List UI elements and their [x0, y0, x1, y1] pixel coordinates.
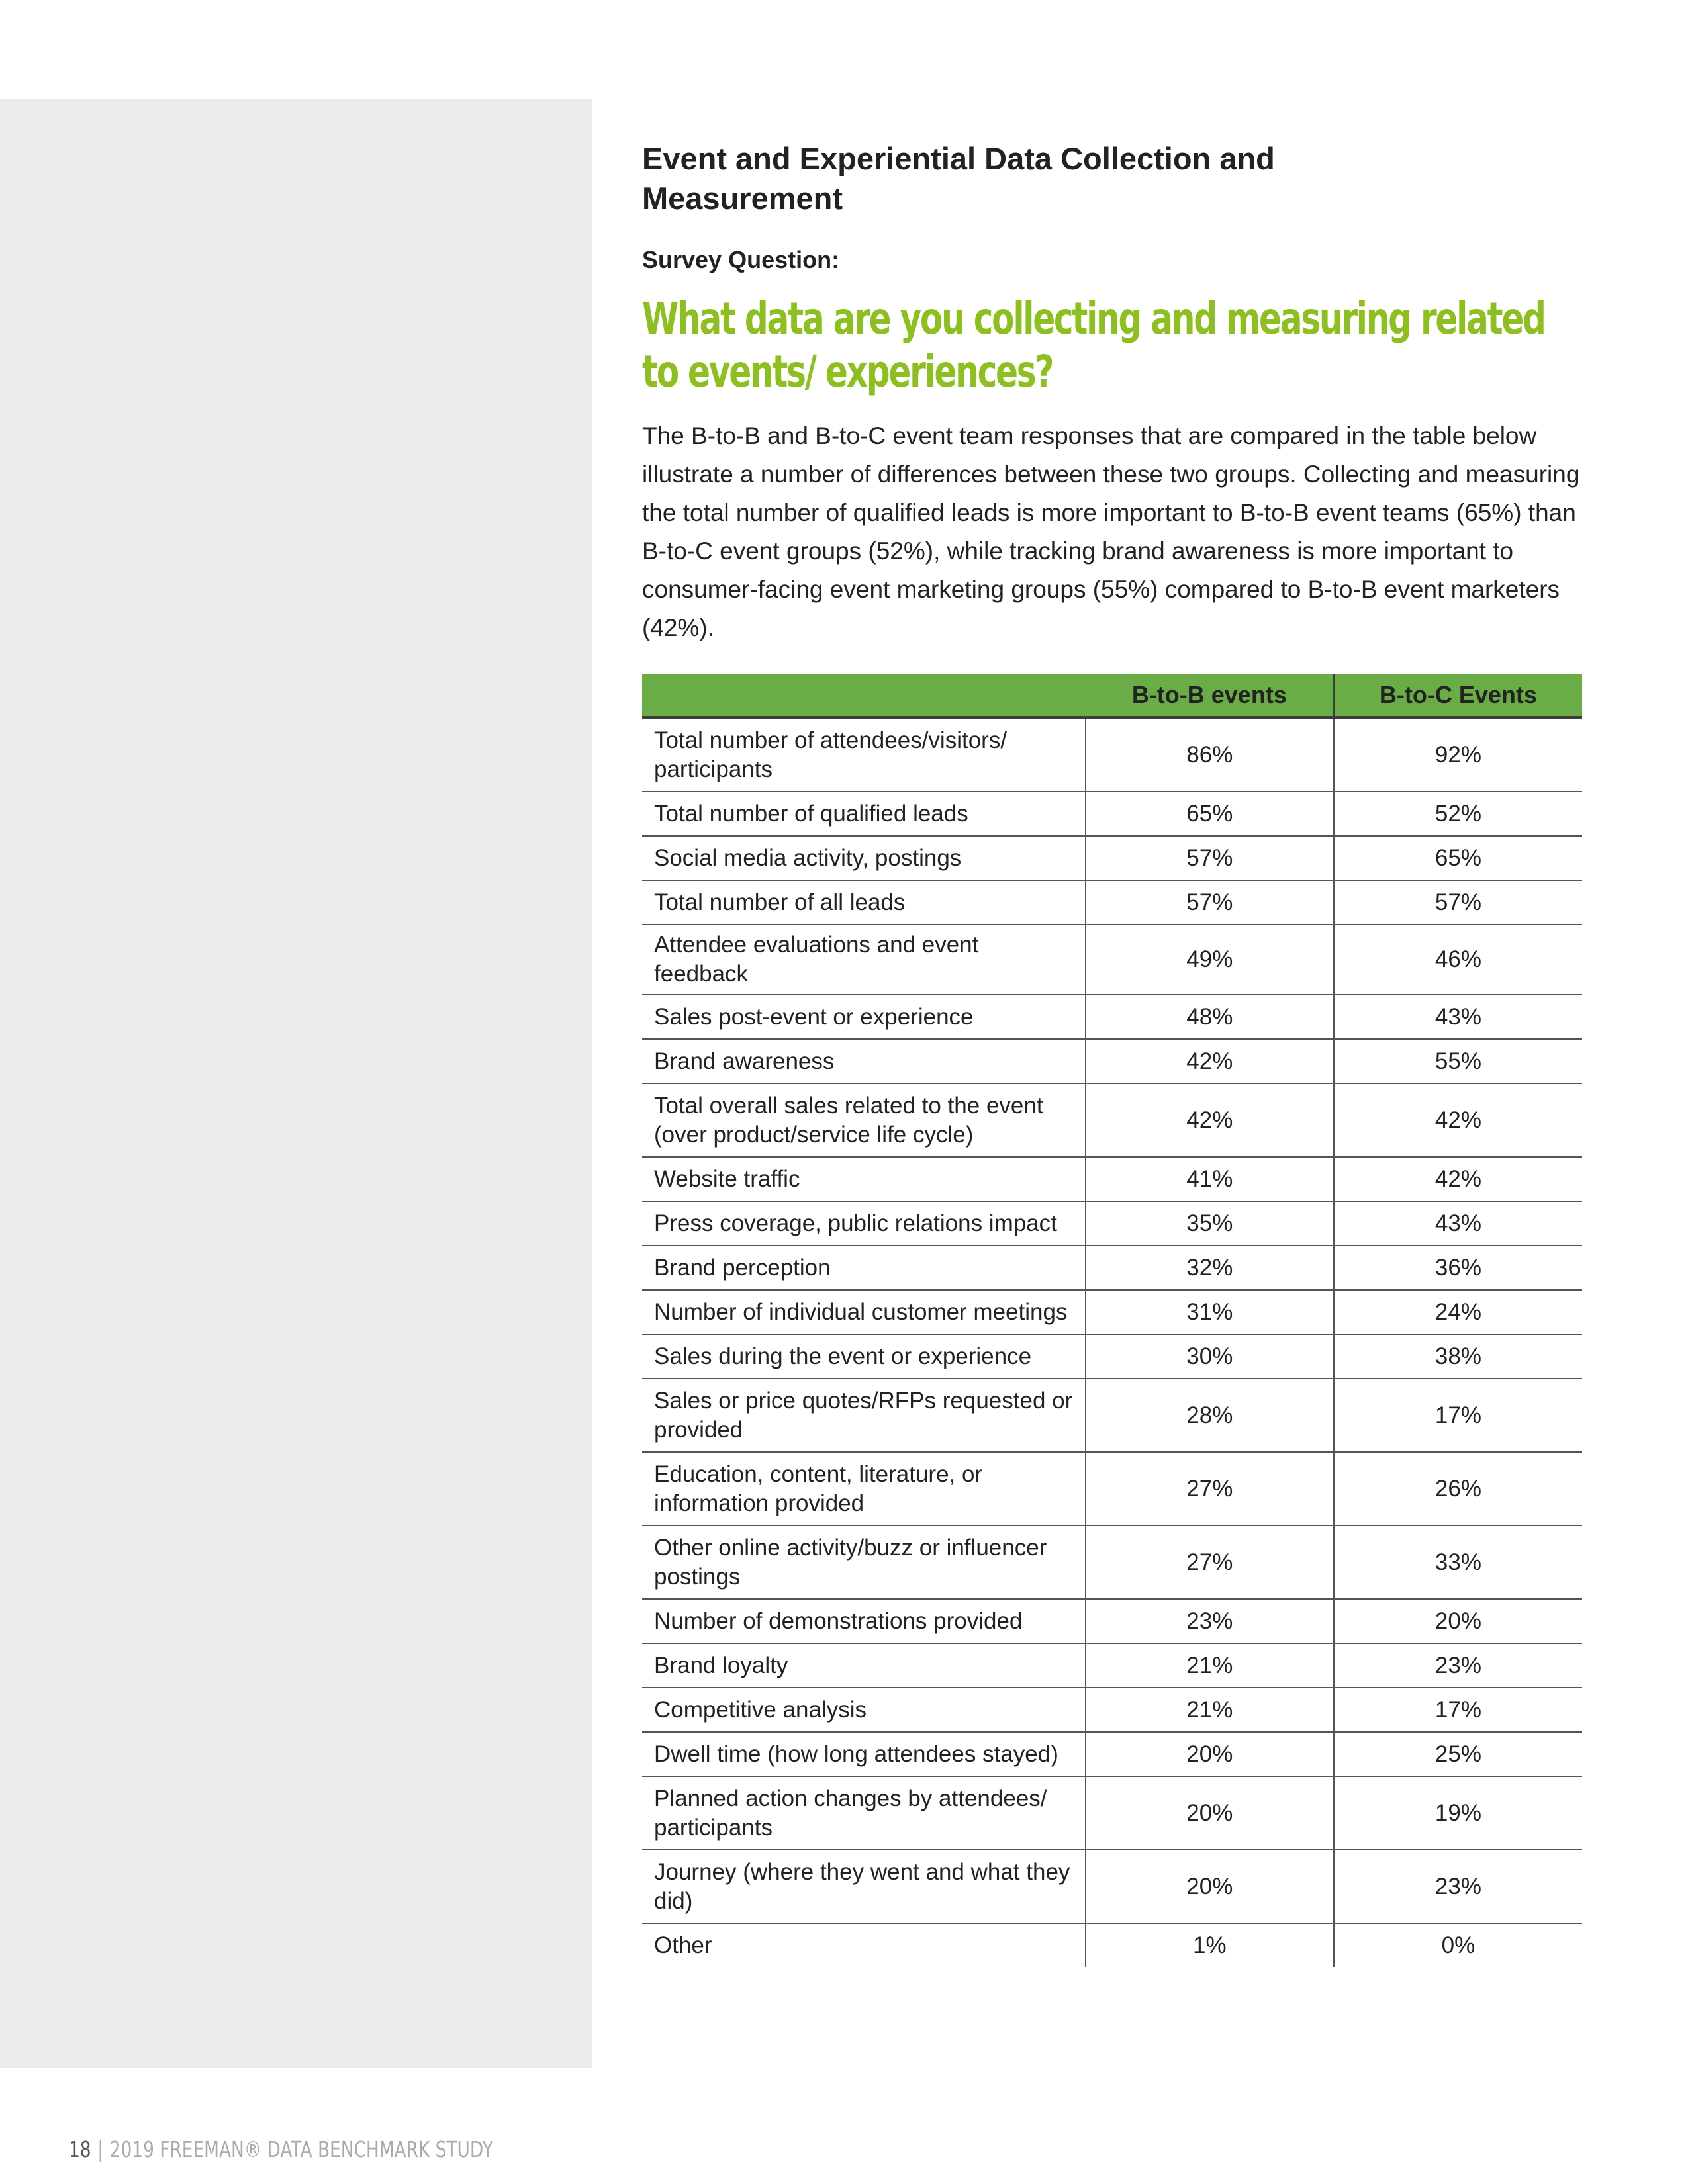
table-row	[642, 1525, 1582, 1599]
b2b-value: 49%	[1086, 925, 1334, 995]
b2b-value: 20%	[1086, 1850, 1334, 1923]
row-label: Other	[654, 1932, 712, 1958]
table-row	[642, 1732, 1582, 1776]
b2c-value: 20%	[1334, 1599, 1582, 1643]
row-label: Number of individual customer meetings	[642, 1290, 1086, 1334]
b2c-value: 17%	[1334, 1688, 1582, 1732]
row-label: Website traffic	[642, 1157, 1086, 1201]
b2c-value: 33%	[1334, 1525, 1582, 1599]
b2b-value: 20%	[1086, 1776, 1334, 1850]
row-label: Sales during the event or experience	[642, 1334, 1086, 1379]
row-label: Planned action changes by attendees/ participants	[642, 1776, 1086, 1850]
table-row	[642, 1201, 1582, 1246]
table-row	[642, 1379, 1582, 1452]
table-row	[642, 1334, 1582, 1379]
main-content	[642, 139, 1582, 1967]
comparison-table	[642, 674, 1582, 1967]
b2b-value: 28%	[1086, 1379, 1334, 1452]
row-label: Sales post-event or experience	[642, 995, 1086, 1039]
row-label: Press coverage, public relations impact	[642, 1201, 1086, 1246]
row-label: Total overall sales related to the event (over product/service life cycle)	[642, 1083, 1086, 1157]
section-title: Event and Experiential Data Collection and Measurement	[642, 141, 1275, 216]
table-row	[642, 1290, 1582, 1334]
b2b-value: 86%	[1086, 717, 1334, 792]
b2c-value: 26%	[1334, 1452, 1582, 1525]
b2b-value: 1%	[1086, 1923, 1334, 1967]
table-row	[642, 1452, 1582, 1525]
footer-text: 2019 FREEMAN® DATA BENCHMARK STUDY	[109, 2136, 493, 2162]
b2b-value: 20%	[1086, 1732, 1334, 1776]
b2b-value: 65%	[1086, 792, 1334, 836]
row-label: Brand loyalty	[642, 1643, 1086, 1688]
b2c-value: 42%	[1334, 1157, 1582, 1201]
b2c-value: 17%	[1334, 1379, 1582, 1452]
table-row	[642, 1246, 1582, 1290]
b2b-value: 48%	[1086, 995, 1334, 1039]
b2c-value: 42%	[1334, 1083, 1582, 1157]
row-label: Attendee evaluations and event feedback	[642, 925, 1086, 995]
b2c-value: 24%	[1334, 1290, 1582, 1334]
b2b-value: 42%	[1086, 1083, 1334, 1157]
row-label: Brand perception	[642, 1246, 1086, 1290]
row-label: Sales or price quotes/RFPs requested or provided	[642, 1379, 1086, 1452]
row-label: Other online activity/buzz or influencer postings	[642, 1525, 1086, 1599]
row-label: Education, content, literature, or information provided	[642, 1452, 1086, 1525]
b2b-value: 21%	[1086, 1688, 1334, 1732]
table-row	[642, 1688, 1582, 1732]
table-row	[642, 1083, 1582, 1157]
b2c-value: 55%	[1334, 1039, 1582, 1083]
b2b-value: 35%	[1086, 1201, 1334, 1246]
b2c-value: 19%	[1334, 1776, 1582, 1850]
b2c-value: 38%	[1334, 1334, 1582, 1379]
footer-separator: |	[97, 2136, 104, 2162]
table-row	[642, 1923, 1582, 1967]
table-body	[642, 717, 1582, 1967]
b2c-value: 0%	[1334, 1923, 1582, 1967]
row-label: Number of demonstrations provided	[642, 1599, 1086, 1643]
row-label: Dwell time (how long attendees stayed)	[642, 1732, 1086, 1776]
b2c-value: 23%	[1334, 1850, 1582, 1923]
b2b-value: 41%	[1086, 1157, 1334, 1201]
header-b2b: B-to-B events	[1086, 674, 1334, 717]
b2b-value: 31%	[1086, 1290, 1334, 1334]
table-row	[642, 1157, 1582, 1201]
b2c-value: 46%	[1334, 925, 1582, 995]
intro-paragraph: The B-to-B and B-to-C event team responses that are compared in the table below illustrate a number of differences between these two groups. Collecting and measuring the total number of qualified leads is more important to B-to-B event teams (65%) than B-to-C event groups (52%), while tracking brand awareness is more important to consumer-facing event marketing groups (55%) compared to B-to-B event marketers (42%).	[642, 422, 1580, 641]
table-row	[642, 792, 1582, 836]
table-row	[642, 717, 1582, 792]
b2c-value: 65%	[1334, 836, 1582, 880]
b2b-value: 21%	[1086, 1643, 1334, 1688]
b2b-value: 27%	[1086, 1525, 1334, 1599]
table-row	[642, 836, 1582, 880]
row-label: Total number of attendees/visitors/ participants	[642, 717, 1086, 792]
b2c-value: 43%	[1334, 995, 1582, 1039]
row-label: Journey (where they went and what they did)	[642, 1850, 1086, 1923]
row-label: Total number of qualified leads	[642, 792, 1086, 836]
table-row	[642, 1850, 1582, 1923]
b2c-value: 57%	[1334, 880, 1582, 925]
b2b-value: 42%	[1086, 1039, 1334, 1083]
b2b-value: 23%	[1086, 1599, 1334, 1643]
survey-question: What data are you collecting and measuring related to events/ experiences?	[642, 293, 1545, 397]
b2c-value: 36%	[1334, 1246, 1582, 1290]
row-label: Social media activity, postings	[642, 836, 1086, 880]
b2c-value: 92%	[1334, 717, 1582, 792]
b2b-value: 57%	[1086, 836, 1334, 880]
table-row	[642, 995, 1582, 1039]
row-label: Total number of all leads	[642, 880, 1086, 925]
header-blank	[642, 674, 1086, 717]
table-row	[642, 1776, 1582, 1850]
page-footer	[69, 2136, 493, 2162]
row-label: Brand awareness	[642, 1039, 1086, 1083]
b2b-value: 57%	[1086, 880, 1334, 925]
b2b-value: 27%	[1086, 1452, 1334, 1525]
b2c-value: 52%	[1334, 792, 1582, 836]
table-row	[642, 1643, 1582, 1688]
page-number: 18	[69, 2136, 91, 2162]
row-label: Competitive analysis	[642, 1688, 1086, 1732]
b2b-value: 30%	[1086, 1334, 1334, 1379]
survey-label: Survey Question:	[642, 246, 840, 273]
table-row	[642, 1599, 1582, 1643]
table-row	[642, 1039, 1582, 1083]
b2c-value: 43%	[1334, 1201, 1582, 1246]
table-row	[642, 880, 1582, 925]
b2c-value: 23%	[1334, 1643, 1582, 1688]
header-b2c: B-to-C Events	[1334, 674, 1582, 717]
sidebar-panel	[0, 99, 592, 2068]
table-header-row	[642, 674, 1582, 717]
table-row	[642, 925, 1582, 995]
b2c-value: 25%	[1334, 1732, 1582, 1776]
b2b-value: 32%	[1086, 1246, 1334, 1290]
